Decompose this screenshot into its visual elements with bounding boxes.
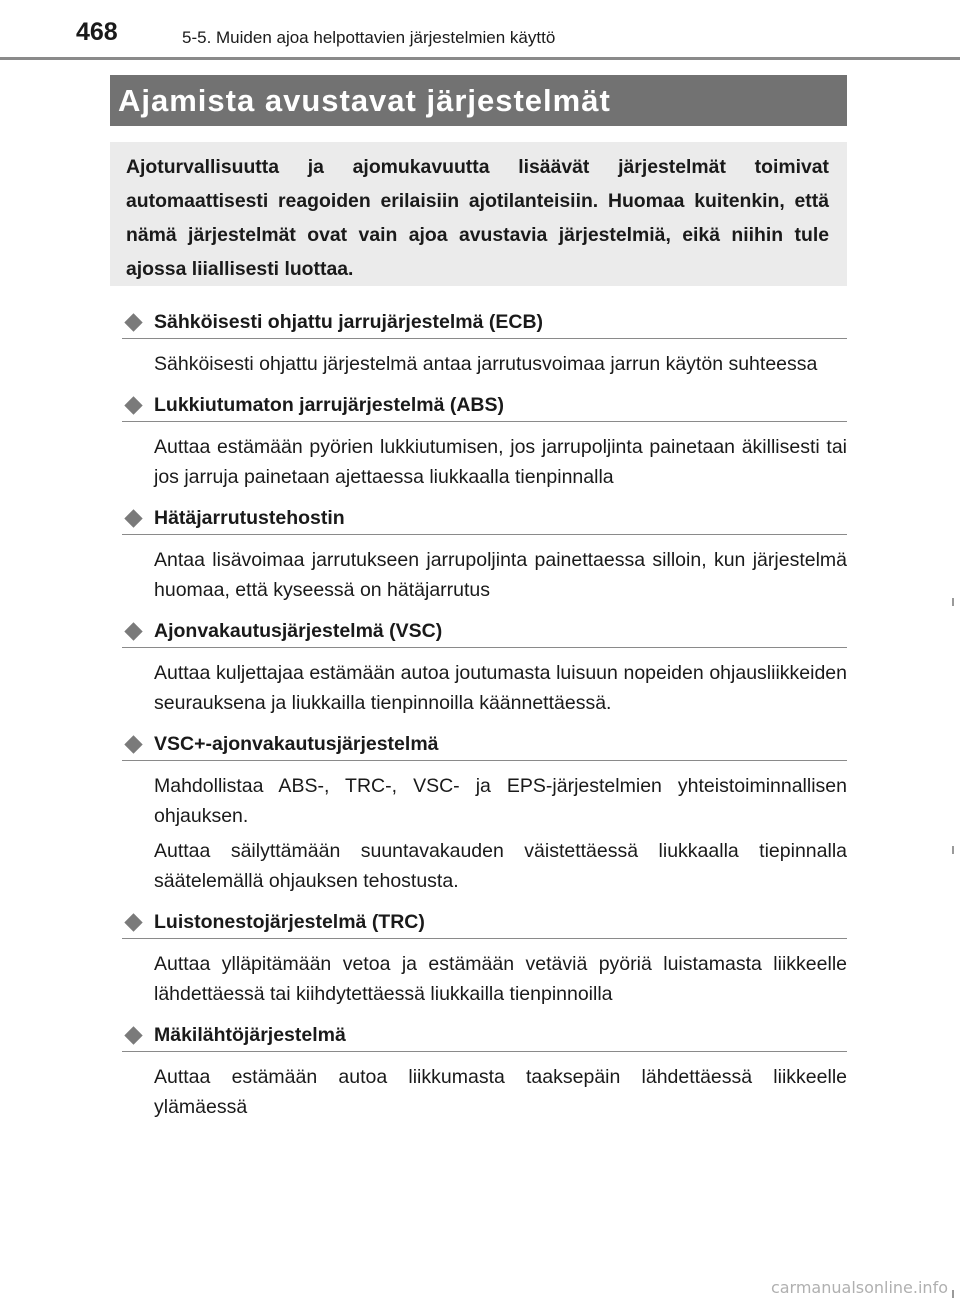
feature-title: Lukkiutumaton jarrujärjestelmä (ABS) xyxy=(154,393,504,416)
feature-title: Mäkilähtöjärjestelmä xyxy=(154,1023,346,1046)
feature-description xyxy=(122,658,847,718)
edge-mark xyxy=(952,1290,954,1298)
diamond-bullet-icon xyxy=(124,313,142,331)
feature-heading xyxy=(122,306,847,339)
diamond-bullet-icon xyxy=(124,1026,142,1044)
feature-paragraph: Auttaa säilyttämään suuntavakauden väistettäessä liukkaalla tiepinnalla säätelemällä ohjauksen tehostusta. xyxy=(154,840,847,892)
feature-description xyxy=(122,1062,847,1122)
feature-description xyxy=(122,771,847,896)
feature-paragraph: Auttaa estämään autoa liikkumasta taaksepäin lähdettäessä liikkeelle ylämäessä xyxy=(154,1066,847,1118)
feature-paragraph: Auttaa ylläpitämään vetoa ja estämään vetäviä pyöriä luistamasta liikkeelle lähdettäessä tai kiihdytettäessä liukkailla tienpinnoilla xyxy=(154,953,847,1005)
feature-title: Hätäjarrutustehostin xyxy=(154,506,345,529)
feature-paragraph: Auttaa estämään pyörien lukkiutumisen, jos jarrupoljinta painetaan äkillisesti tai jos jarruja painetaan ajettaessa liukkaalla tienpinnalla xyxy=(154,436,847,488)
feature-description xyxy=(122,432,847,492)
feature-heading xyxy=(122,615,847,648)
page-title: Ajamista avustavat järjestelmät xyxy=(118,82,611,118)
diamond-bullet-icon xyxy=(124,622,142,640)
edge-mark xyxy=(952,598,954,606)
feature-title: Ajonvakautusjärjestelmä (VSC) xyxy=(154,619,443,642)
diamond-bullet-icon xyxy=(124,913,142,931)
feature-list xyxy=(122,306,847,1132)
feature-heading xyxy=(122,389,847,422)
intro-text: Ajoturvallisuutta ja ajomukavuutta lisäävät järjestelmät toimivat automaattisesti reagoiden erilaisiin ajotilanteisiin. Huomaa kuitenkin, että nämä järjestelmät ovat vain ajoa avustavia järjestelmiä, eikä niihin tule ajossa liiallisesti luottaa. xyxy=(126,156,829,280)
feature-paragraph: Sähköisesti ohjattu järjestelmä antaa jarrutusvoimaa jarrun käytön suhteessa xyxy=(154,353,818,375)
feature-heading xyxy=(122,906,847,939)
diamond-bullet-icon xyxy=(124,735,142,753)
section-title-banner xyxy=(110,75,847,126)
feature-paragraph: Auttaa kuljettajaa estämään autoa joutumasta luisuun nopeiden ohjausliikkeiden seurauksena ja liukkailla tienpinnoilla käännettäessä. xyxy=(154,662,847,714)
diamond-bullet-icon xyxy=(124,396,142,414)
feature-paragraph: Mahdollistaa ABS-, TRC-, VSC- ja EPS-järjestelmien yhteistoiminnallisen ohjauksen. xyxy=(154,775,847,827)
page-number: 468 xyxy=(76,18,118,46)
feature-title: Luistonestojärjestelmä (TRC) xyxy=(154,910,425,933)
feature-title: Sähköisesti ohjattu jarrujärjestelmä (ECB) xyxy=(154,310,544,333)
feature-description xyxy=(122,949,847,1009)
header-divider xyxy=(0,57,960,60)
diamond-bullet-icon xyxy=(124,509,142,527)
edge-mark xyxy=(952,846,954,854)
feature-title: VSC+-ajonvakautusjärjestelmä xyxy=(154,732,439,755)
chapter-title: 5-5. Muiden ajoa helpottavien järjestelmien käyttö xyxy=(182,28,556,47)
watermark: carmanualsonline.info xyxy=(770,1278,948,1297)
intro-box xyxy=(110,142,847,286)
feature-description xyxy=(122,545,847,605)
feature-description xyxy=(122,349,847,379)
feature-heading xyxy=(122,728,847,761)
feature-paragraph: Antaa lisävoimaa jarrutukseen jarrupoljinta painettaessa silloin, kun järjestelmä huomaa, että kyseessä on hätäjarrutus xyxy=(154,549,847,601)
feature-heading xyxy=(122,1019,847,1052)
feature-heading xyxy=(122,502,847,535)
